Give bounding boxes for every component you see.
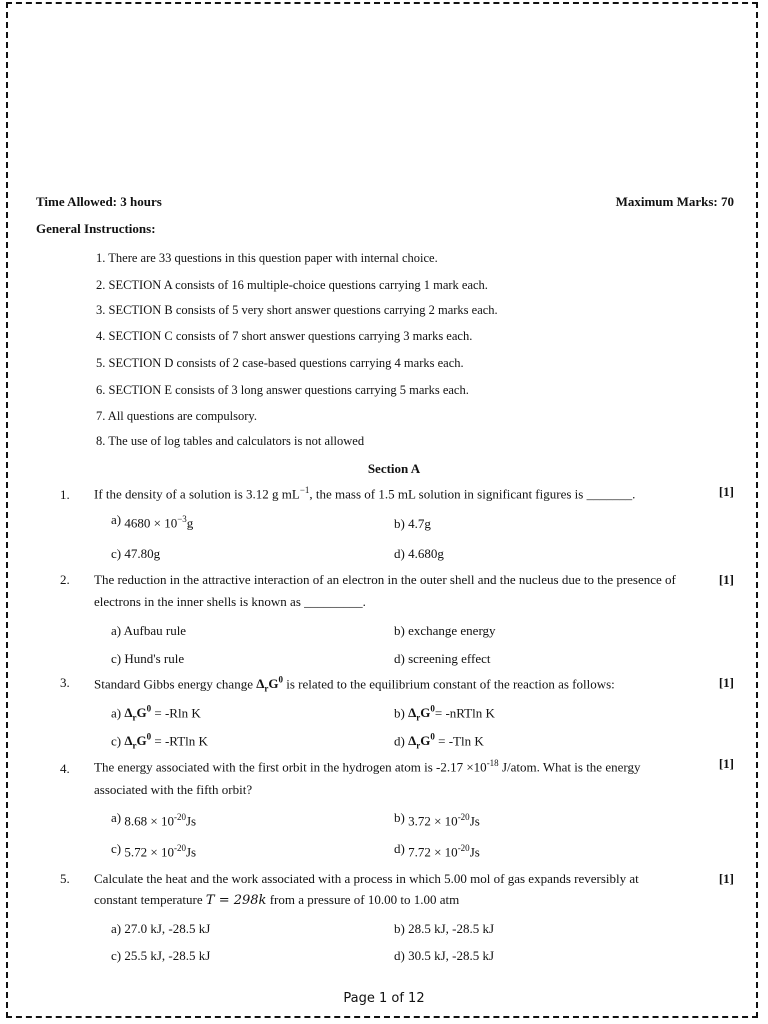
- maximum-marks: Maximum Marks: 70: [615, 194, 734, 209]
- page-border: [6, 2, 758, 1018]
- instruction-item: 7. All questions are compulsory.: [96, 409, 257, 423]
- option-a: a) $8.68 \times 10^{-20}Js$: [111, 810, 197, 829]
- section-title: Section A: [367, 461, 421, 476]
- marks-badge: [1]: [718, 572, 734, 587]
- question-number: 3.: [60, 675, 70, 690]
- question-text-line1: The energy associated with the first orbit in the hydrogen atom is $-2.17 \times 10^{-18}$ J/atom. What is the energy: [94, 758, 641, 775]
- option-b: b) $3.72 \times 10^{-20}Js$: [394, 810, 480, 829]
- question-number: 4.: [60, 761, 70, 776]
- option-b: b) 4.7g: [394, 516, 431, 531]
- question-number: 1.: [60, 487, 70, 502]
- question-text-line2: electrons in the inner shells is known as _________.: [94, 594, 366, 609]
- question-number: 2.: [60, 572, 70, 587]
- option-b: b) exchange energy: [394, 623, 496, 638]
- instruction-item: 1. There are 33 questions in this question paper with internal choice.: [96, 251, 438, 265]
- question-text-line1: The reduction in the attractive interaction of an electron in the outer shell and the nucleus due to the presence of: [94, 572, 676, 587]
- marks-badge: [1]: [718, 484, 734, 499]
- option-d: d) 30.5 kJ, -28.5 kJ: [394, 948, 495, 963]
- instruction-item: 2. SECTION A consists of 16 multiple-choice questions carrying 1 mark each.: [96, 278, 488, 292]
- option-c: c) 25.5 kJ, -28.5 kJ: [111, 948, 211, 963]
- instruction-item: 8. The use of log tables and calculators is not allowed: [96, 434, 365, 448]
- option-d: d) 4.680g: [394, 546, 444, 561]
- instruction-item: 3. SECTION B consists of 5 very short answer questions carrying 2 marks each.: [96, 303, 498, 317]
- question-text: Standard Gibbs energy change $\Delta_rG^0$ is related to the equilibrium constant of the reaction as follows:: [94, 675, 615, 694]
- question-text-line2: associated with the fifth orbit?: [94, 782, 253, 797]
- question-text-line2: constant temperature T = 298k from a pressure of 10.00 to 1.00 atm: [94, 892, 460, 908]
- page-number: Page 1 of 12: [343, 991, 425, 1006]
- marks-badge: [1]: [718, 871, 734, 886]
- option-d: d) $\Delta_rG^0 = -Tln$ K: [394, 732, 484, 751]
- question-number: 5.: [60, 871, 70, 886]
- option-c: c) Hund's rule: [111, 651, 185, 666]
- gibbs-symbol: $\Delta_rG^0$: [256, 675, 283, 694]
- option-c: c) 47.80g: [111, 546, 161, 561]
- instruction-item: 6. SECTION E consists of 3 long answer questions carrying 5 marks each.: [96, 383, 469, 397]
- option-d: d) $7.72 \times 10^{-20}Js$: [394, 841, 480, 860]
- option-a: a) 27.0 kJ, -28.5 kJ: [111, 921, 211, 936]
- question-text-line1: Calculate the heat and the work associated with a process in which 5.00 mol of gas expands reversibly at: [94, 871, 639, 886]
- marks-badge: [1]: [718, 675, 734, 690]
- option-b: b) $\Delta_rG^0= -nRTln$ K: [394, 704, 495, 723]
- question-text: If the density of a solution is 3.12 g $mL^{-1}$, the mass of 1.5 mL solution in significant figures is _______.: [94, 485, 636, 502]
- marks-badge: [1]: [718, 756, 734, 771]
- option-b: b) 28.5 kJ, -28.5 kJ: [394, 921, 495, 936]
- instruction-item: 4. SECTION C consists of 7 short answer questions carrying 3 marks each.: [96, 329, 473, 343]
- option-a: a) $4680 \times 10^{-3}g$: [111, 512, 194, 531]
- time-allowed: Time Allowed: 3 hours: [36, 194, 162, 209]
- temperature-math: T = 298k: [205, 893, 267, 908]
- option-d: d) screening effect: [394, 651, 491, 666]
- option-a: a) $\Delta_rG^0 = -Rln$ K: [111, 704, 201, 723]
- option-a: a) Aufbau rule: [111, 623, 187, 638]
- option-c: c) $\Delta_rG^0 = -RTln$ K: [111, 732, 208, 751]
- option-c: c) $5.72 \times 10^{-20}Js$: [111, 841, 197, 860]
- general-instructions-heading: General Instructions:: [36, 221, 156, 236]
- instruction-item: 5. SECTION D consists of 2 case-based questions carrying 4 marks each.: [96, 356, 464, 370]
